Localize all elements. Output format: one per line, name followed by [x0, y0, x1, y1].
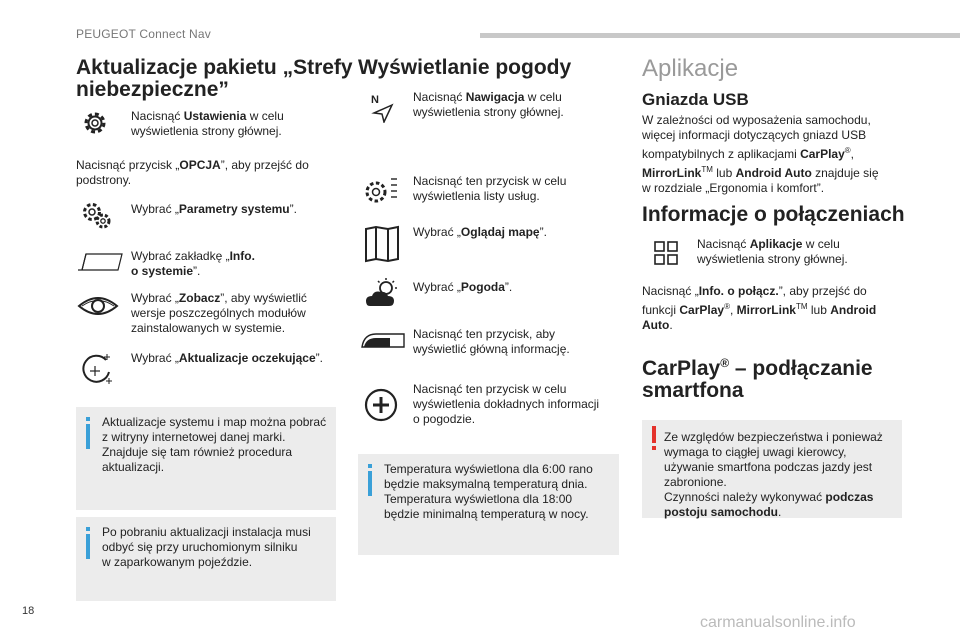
info-text: Aktualizacje systemu i map można pobrać z witryny internetowej danej marki. Znajduje się tam również procedura aktualizacji. — [102, 415, 327, 474]
info-box-updates — [76, 407, 336, 510]
step-system-info: Wybrać zakładkę „Info. o systemie”. — [131, 249, 255, 278]
pending-updates-icon — [80, 352, 114, 386]
step-apps: Nacisnąć Aplikacje w celu wyświetlenia strony głównej. — [697, 237, 848, 266]
subtitle-carplay: CarPlay® – podłączanie smartfona — [642, 356, 873, 402]
section-title-updates — [76, 57, 353, 101]
paragraph-connection-info: Nacisnąć „Info. o połącz.”, aby przejść do funkcji CarPlay®, MirrorLink™ lub Android Auto. — [642, 284, 877, 332]
info-bar — [86, 424, 90, 449]
navigation-icon — [370, 93, 396, 123]
apps-grid-icon — [653, 240, 679, 266]
svg-text:N: N — [371, 94, 379, 106]
step-pending-updates: Wybrać „Aktualizacje oczekujące”. — [131, 351, 323, 365]
header-bar — [480, 33, 960, 38]
plus-circle-icon — [364, 388, 398, 422]
step-navigation: Nacisnąć Nawigacja w celu wyświetlenia strony głównej. — [413, 90, 564, 119]
settings-gear-icon — [80, 108, 110, 138]
info-text: Temperatura wyświetlona dla 6:00 rano będzie maksymalną temperaturą dnia. Temperatura wyświetlona dla 18:00 będzie minimalną temperaturą w nocy. — [384, 462, 593, 521]
step-view-map: Wybrać „Oglądaj mapę”. — [413, 225, 547, 239]
tab-icon — [76, 250, 124, 274]
info-bar — [86, 534, 90, 559]
info-icon — [368, 464, 372, 468]
running-header: PEUGEOT Connect Nav — [76, 27, 211, 41]
info-text: Po pobraniu aktualizacji instalacja musi odbyć się przy uruchomionym silniku w zaparkowanym pojeździe. — [102, 525, 311, 569]
services-list-icon — [363, 175, 399, 207]
title-line: niebezpieczne” — [76, 78, 229, 101]
step-settings: Nacisnąć Ustawienia w celu wyświetlenia strony głównej. — [131, 109, 284, 138]
warning-box-safety — [642, 420, 902, 518]
title-line: Aktualizacje pakietu „Strefy — [76, 56, 353, 79]
page-number: 18 — [22, 605, 35, 617]
step-weather: Wybrać „Pogoda”. — [413, 280, 513, 294]
step-services: Nacisnąć ten przycisk w celu wyświetlenia listy usług. — [413, 174, 567, 203]
subtitle-connections: Informacje o połączeniach — [642, 203, 905, 226]
paragraph-option: Nacisnąć przycisk „OPCJA”, aby przejść do podstrony. — [76, 158, 309, 187]
section-title-weather: Wyświetlanie pogody — [358, 56, 572, 79]
info-bar — [368, 471, 372, 496]
info-box-temperature — [358, 454, 619, 555]
info-icon — [86, 417, 90, 421]
info-box-install — [76, 517, 336, 601]
step-view: Wybrać „Zobacz”, aby wyświetlić wersje poszczególnych modułów zainstalowanych w systemie. — [131, 291, 307, 335]
paragraph-usb: W zależności od wyposażenia samochodu, więcej informacji dotyczących gniazd USB kompatybilnych z aplikacjami CarPlay®, MirrorLink™ lub Android Auto znajduje się w rozdziale „Ergonomia i komfort”. — [642, 113, 879, 195]
step-detailed-weather: Nacisnąć ten przycisk w celu wyświetlenia dokładnych informacji o pogodzie. — [413, 382, 600, 426]
warning-dot — [652, 446, 656, 450]
eye-icon — [76, 292, 120, 320]
map-icon — [364, 225, 400, 263]
system-settings-icon — [80, 200, 114, 232]
weather-icon — [364, 278, 404, 310]
warning-icon — [652, 426, 656, 443]
subtitle-usb: Gniazda USB — [642, 90, 749, 109]
info-icon — [86, 527, 90, 531]
main-info-tab-icon — [360, 330, 406, 350]
step-main-info: Nacisnąć ten przycisk, aby wyświetlić główną informację. — [413, 327, 570, 356]
watermark: carmanualsonline.info — [700, 614, 856, 631]
step-system-params: Wybrać „Parametry systemu”. — [131, 202, 297, 216]
section-title-apps: Aplikacje — [642, 55, 739, 82]
warning-text: Ze względów bezpieczeństwa i ponieważ wymaga to ciągłej uwagi kierowcy, używanie smartfona podczas jazdy jest zabronione. Czynności należy wykonywać podczas postoju samochodu. — [664, 430, 883, 519]
